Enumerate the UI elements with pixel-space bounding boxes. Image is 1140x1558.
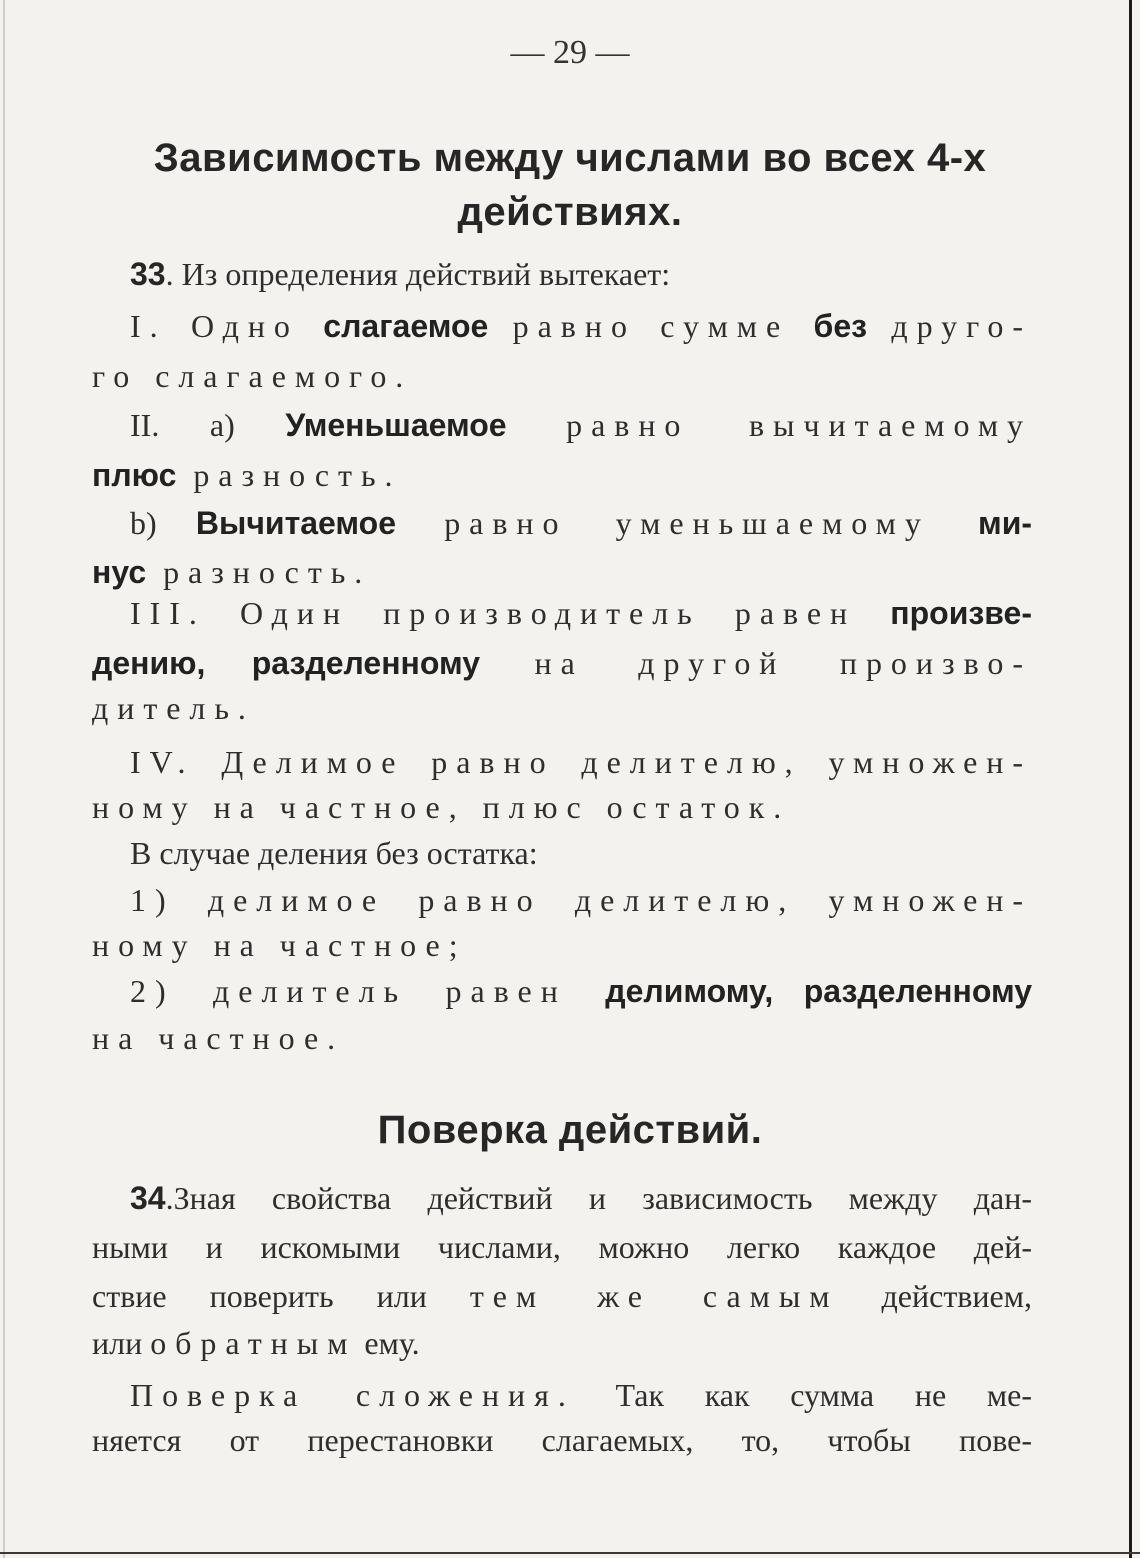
text-line (130, 306, 1032, 346)
text-run: или (92, 1325, 151, 1361)
text-run: произве- (890, 595, 1032, 631)
text-run: I. Одно (130, 308, 324, 344)
page-number: — 29 — (510, 34, 630, 71)
text-run: .Зная свойства действий и зависимость между дан- (165, 1180, 1032, 1216)
text-run: Уменьшаемое (285, 407, 507, 443)
text-run: Так как сумма не ме- (574, 1377, 1032, 1413)
text-line (130, 405, 1032, 445)
text-line (130, 254, 1032, 294)
text-run: b) (130, 505, 196, 541)
text-run: 2) делитель равен (130, 973, 606, 1009)
heading-1-line-1: Зависимость между числами во всех 4-х (153, 136, 987, 180)
text-line (130, 971, 1032, 1011)
text-line (92, 1420, 1032, 1460)
text-line (92, 552, 1032, 592)
text-line (130, 880, 1032, 920)
text-line (130, 593, 1032, 633)
text-run: 33 (130, 256, 166, 292)
text-run: разность. (176, 457, 402, 493)
text-run: IV. Делимое равно делителю, умножен- (130, 744, 1032, 780)
text-line (130, 1375, 1032, 1415)
page-left-edge (3, 0, 5, 1558)
text-line (92, 688, 1032, 728)
text-line (130, 503, 1032, 543)
text-run: друго- (867, 308, 1032, 344)
text-run: III. Один производитель равен (130, 595, 891, 631)
text-run: II. a) (130, 407, 286, 443)
text-line (92, 1276, 1032, 1316)
text-run: ными и искомыми числами, можно легко каждое дей- (92, 1229, 1032, 1265)
text-run: делимому, разделенному (605, 973, 1033, 1009)
text-line (92, 643, 1032, 683)
text-run: дению, разделенному (92, 645, 481, 681)
text-run: равно уменьшаемому (396, 505, 979, 541)
text-run: ствие поверить или (92, 1278, 470, 1314)
text-line (92, 1323, 1032, 1363)
text-run: тем же самым (469, 1278, 839, 1314)
text-run: 1) делимое равно делителю, умножен- (130, 882, 1032, 918)
text-run: плюс (92, 457, 177, 493)
text-run: слагаемое (323, 308, 489, 344)
text-line (130, 1178, 1032, 1218)
text-run: ми- (978, 505, 1033, 541)
text-line (92, 356, 1032, 396)
text-run: Поверка сложения. (130, 1377, 575, 1413)
text-run: нус (92, 554, 147, 590)
text-run: действием, (838, 1278, 1032, 1314)
text-run: ному на частное; (92, 927, 467, 963)
text-run: го слагаемого. (92, 358, 413, 394)
text-run: Вычитаемое (195, 505, 397, 541)
text-run: на другой произво- (480, 645, 1032, 681)
heading-1-line-2: действиях. (457, 190, 683, 234)
text-run: ному на частное, плюс остаток. (92, 789, 791, 825)
text-line (130, 742, 1032, 782)
text-run: ему. (356, 1325, 420, 1361)
text-run: равно сумме (488, 308, 814, 344)
text-line (130, 833, 1032, 873)
text-run: 34 (130, 1180, 166, 1216)
text-run: разность. (146, 554, 372, 590)
text-run: . Из определения действий вытекает: (165, 256, 671, 292)
page-right-edge (1129, 0, 1132, 1558)
heading-2: Поверка действий. (377, 1108, 763, 1152)
text-run: на частное. (92, 1020, 345, 1056)
text-run: равно вычитаемому (506, 407, 1033, 443)
text-run: дитель. (92, 690, 255, 726)
text-line (92, 455, 1032, 495)
text-line (92, 925, 1032, 965)
text-run: обратным (150, 1325, 357, 1361)
text-run: няется от перестановки слагаемых, то, чтобы пове- (92, 1422, 1032, 1458)
text-line (92, 787, 1032, 827)
text-run: без (813, 308, 868, 344)
text-run: В случае деления без остатка: (130, 835, 538, 871)
page-bottom-edge (0, 1552, 1140, 1554)
text-line (92, 1227, 1032, 1267)
text-line (92, 1018, 1032, 1058)
